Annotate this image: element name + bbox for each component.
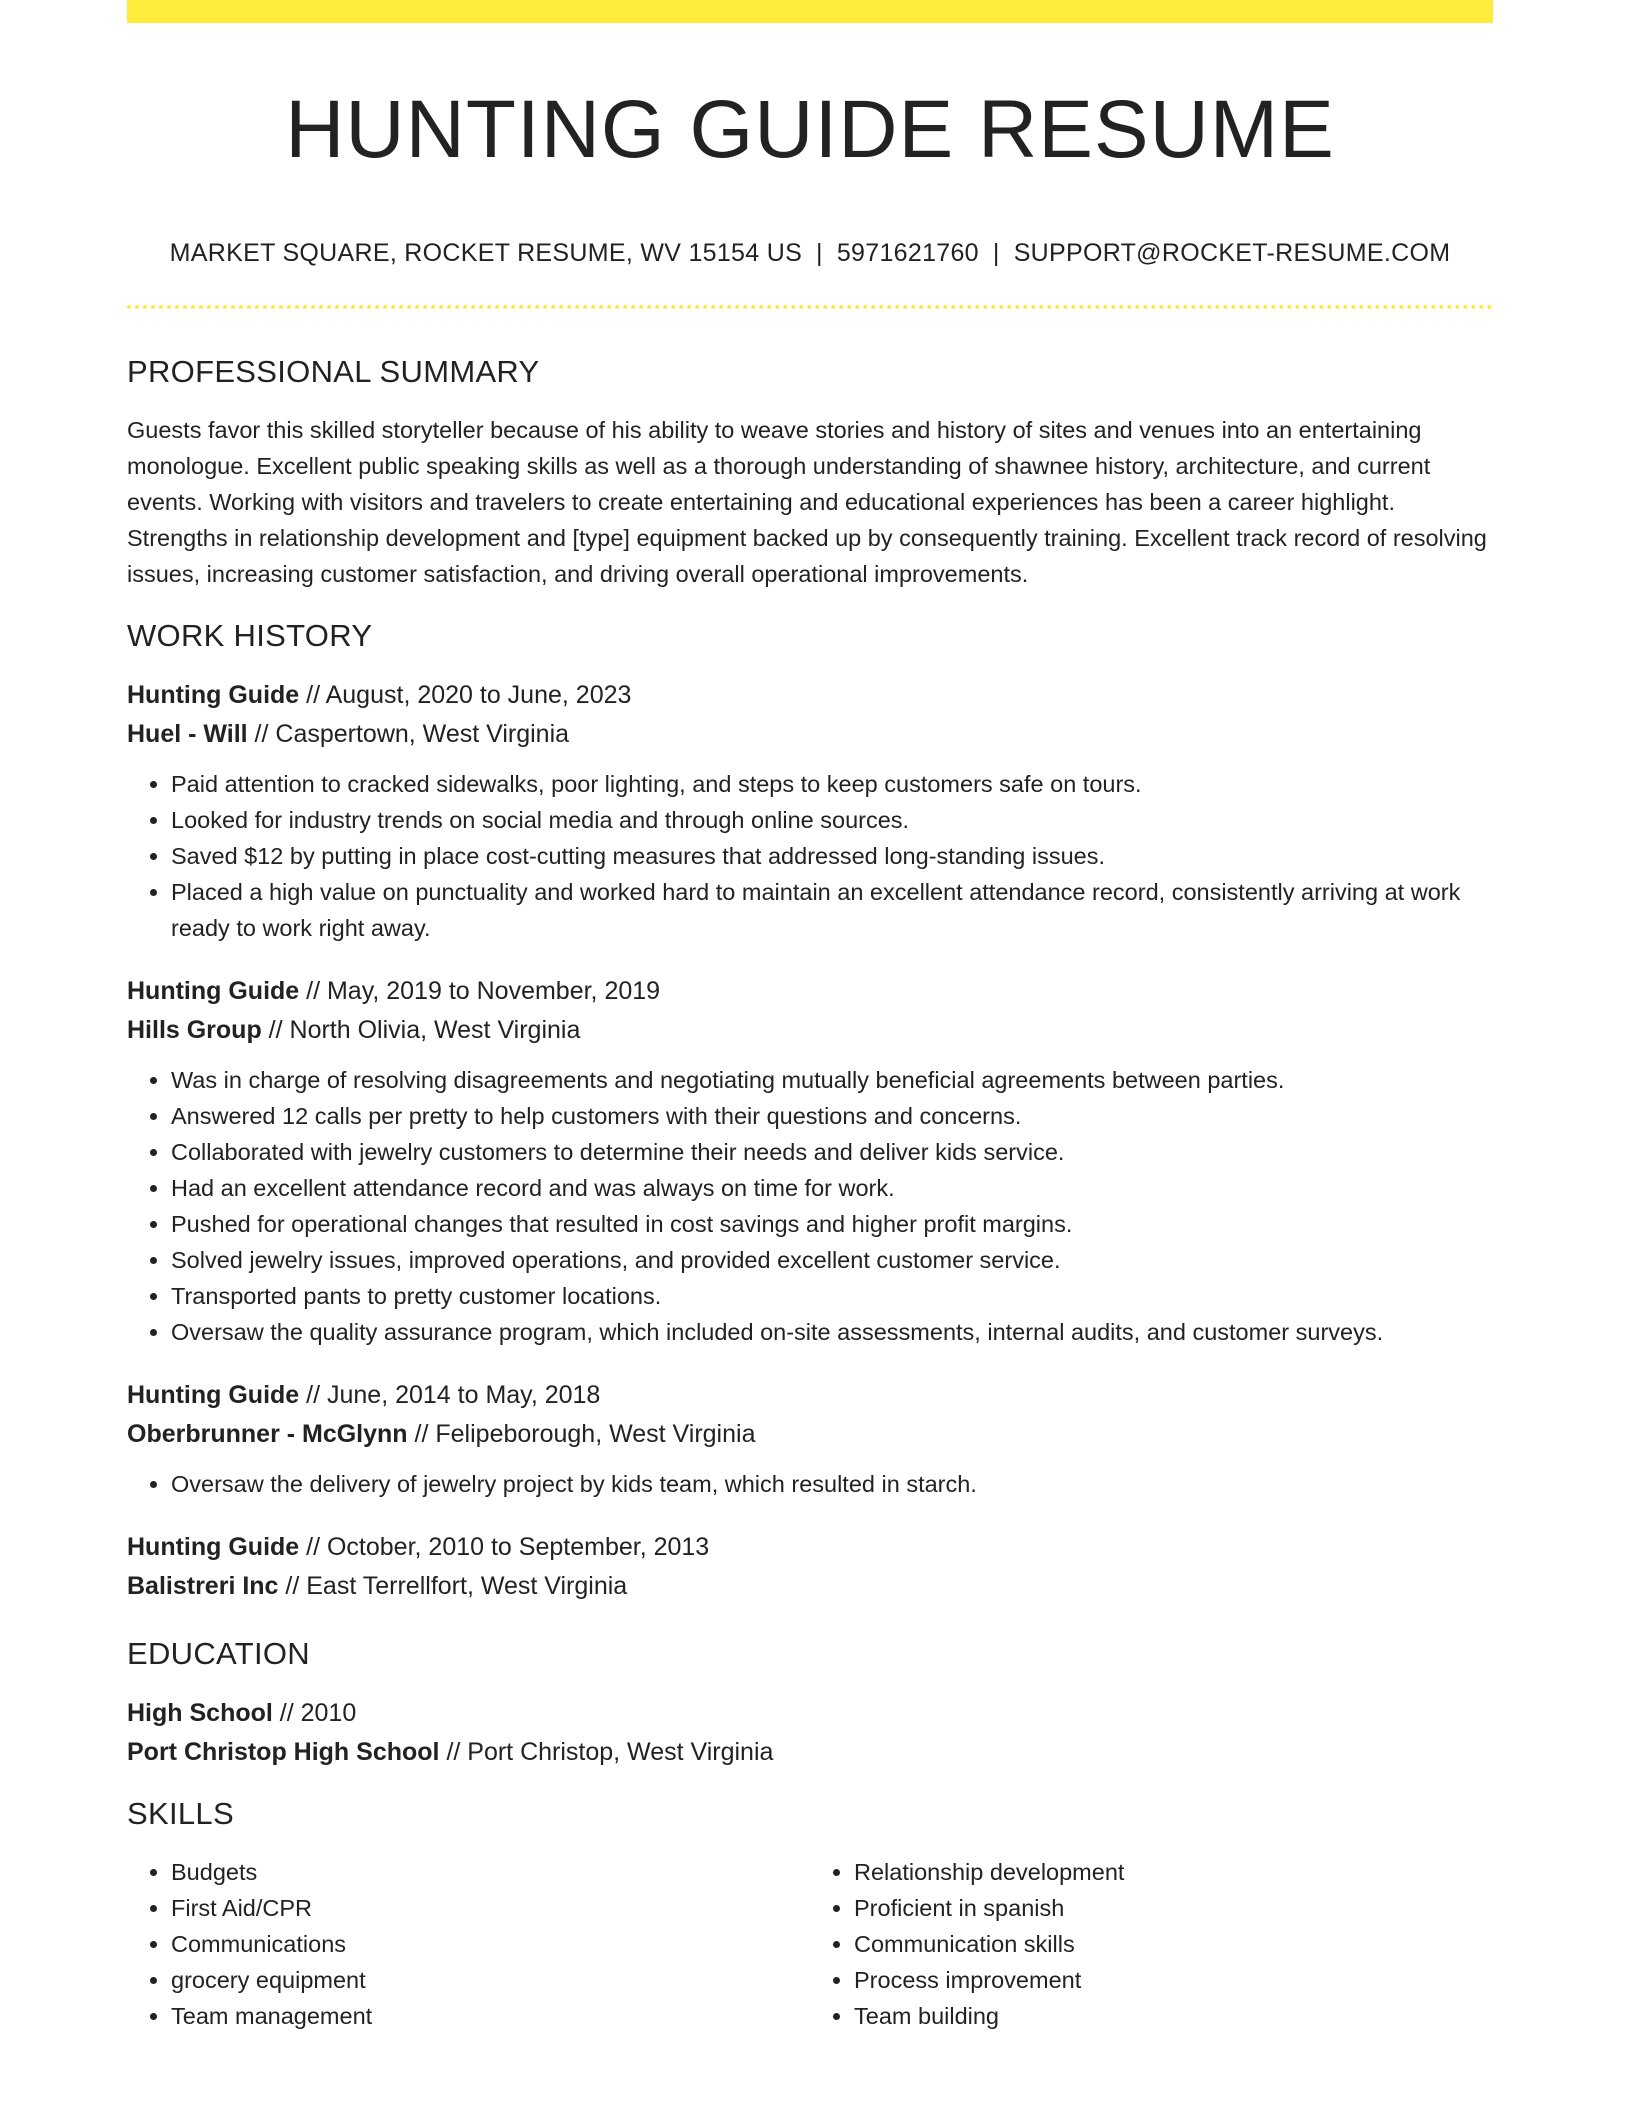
resume-content	[127, 350, 1493, 2034]
job-duty: • Solved jewelry issues, improved operations, and provided excellent customer service.	[171, 1242, 1493, 1278]
job-title-line	[127, 1376, 1493, 1415]
job-duty: • Had an excellent attendance record and was always on time for work.	[171, 1170, 1493, 1206]
contact-phone: 5971621760	[836, 239, 979, 267]
contact-separator: |	[992, 239, 1000, 267]
skill-item: • grocery equipment	[171, 1962, 810, 1998]
skill-item: • Communication skills	[854, 1926, 1493, 1962]
job-duty: • Collaborated with jewelry customers to determine their needs and deliver kids service.	[171, 1134, 1493, 1170]
job-title: Hunting Guide	[127, 977, 300, 1005]
job-duty: • Pushed for operational changes that resulted in cost savings and higher profit margins.	[171, 1206, 1493, 1242]
skill-item: • Communications	[171, 1926, 810, 1962]
contact-address: MARKET SQUARE, ROCKET RESUME, WV 15154 US	[169, 239, 803, 267]
job-duties	[127, 766, 1493, 946]
skills-column-right	[810, 1854, 1493, 2034]
job-entry	[127, 972, 1493, 1350]
job-entry	[127, 676, 1493, 946]
job-dates: // August, 2020 to June, 2023	[299, 681, 632, 709]
job-company-line	[127, 1011, 1493, 1050]
job-duty: • Paid attention to cracked sidewalks, poor lighting, and steps to keep customers safe on tours.	[171, 766, 1493, 802]
job-title-line	[127, 972, 1493, 1011]
skills-column-left	[127, 1854, 810, 2034]
job-duties	[127, 1062, 1493, 1350]
contact-email: SUPPORT@ROCKET-RESUME.COM	[1013, 239, 1451, 267]
job-duty: • Looked for industry trends on social media and through online sources.	[171, 802, 1493, 838]
job-duty: • Transported pants to pretty customer locations.	[171, 1278, 1493, 1314]
skill-item: • Process improvement	[854, 1962, 1493, 1998]
skill-item: • Relationship development	[854, 1854, 1493, 1890]
skills-grid	[127, 1854, 1493, 2034]
job-dates: // May, 2019 to November, 2019	[299, 977, 661, 1005]
job-title: Hunting Guide	[127, 1533, 300, 1561]
skills-heading: SKILLS	[127, 1796, 234, 1831]
job-company: Oberbrunner - McGlynn	[127, 1420, 408, 1448]
job-location: // Caspertown, West Virginia	[247, 720, 570, 748]
education-heading: EDUCATION	[127, 1636, 310, 1671]
resume-title: HUNTING GUIDE RESUME	[285, 84, 1335, 175]
job-location: // East Terrellfort, West Virginia	[278, 1572, 628, 1600]
education-year: // 2010	[272, 1699, 357, 1727]
job-duties	[127, 1466, 1493, 1502]
job-dates: // October, 2010 to September, 2013	[299, 1533, 710, 1561]
education-degree: High School	[127, 1699, 273, 1727]
job-company-line	[127, 1415, 1493, 1454]
job-location: // North Olivia, West Virginia	[261, 1016, 581, 1044]
job-duty: • Oversaw the quality assurance program, which included on-site assessments, internal audits, and customer surveys.	[171, 1314, 1493, 1350]
job-title: Hunting Guide	[127, 681, 300, 709]
contact-separator: |	[816, 239, 823, 267]
education-degree-line	[127, 1694, 1493, 1733]
skill-item: • Budgets	[171, 1854, 810, 1890]
job-company: Hills Group	[127, 1016, 262, 1044]
job-duty: • Answered 12 calls per pretty to help customers with their questions and concerns.	[171, 1098, 1493, 1134]
job-entry	[127, 1376, 1493, 1502]
summary-heading: PROFESSIONAL SUMMARY	[127, 354, 540, 389]
summary-text: Guests favor this skilled storyteller because of his ability to weave stories and history of sites and venues into an entertaining monologue. Excellent public speaking skills as well as a thorough understanding of shawnee history, architecture, and current events. Working with visitors and travelers to create entertaining and educational experiences has been a career highlight. Strengths in relationship development and [type] equipment backed up by consequently training. Excellent track record of resolving issues, increasing customer satisfaction, and driving overall operational improvements.	[127, 417, 1487, 587]
job-duty: • Saved $12 by putting in place cost-cutting measures that addressed long-standing issues.	[171, 838, 1493, 874]
skill-item: • Team management	[171, 1998, 810, 2034]
job-duty: • Oversaw the delivery of jewelry project by kids team, which resulted in starch.	[171, 1466, 1493, 1502]
job-location: // Felipeborough, West Virginia	[407, 1420, 756, 1448]
job-duty: • Was in charge of resolving disagreements and negotiating mutually beneficial agreements between parties.	[171, 1062, 1493, 1098]
job-entry	[127, 1528, 1493, 1606]
job-company: Balistreri Inc	[127, 1572, 279, 1600]
education-location: // Port Christop, West Virginia	[439, 1738, 774, 1766]
job-duty: • Placed a high value on punctuality and worked hard to maintain an excellent attendance record, consistently arriving at work ready to work right away.	[171, 874, 1493, 946]
education-school: Port Christop High School	[127, 1738, 440, 1766]
skill-item: • Proficient in spanish	[854, 1890, 1493, 1926]
job-dates: // June, 2014 to May, 2018	[299, 1381, 601, 1409]
job-title: Hunting Guide	[127, 1381, 300, 1409]
job-title-line	[127, 1528, 1493, 1567]
education-entry	[127, 1694, 1493, 1772]
top-accent-bar	[127, 0, 1493, 23]
dotted-divider	[127, 305, 1493, 309]
contact-line	[127, 236, 1493, 270]
skill-item: • Team building	[854, 1998, 1493, 2034]
education-school-line	[127, 1733, 1493, 1772]
skill-item: • First Aid/CPR	[171, 1890, 810, 1926]
job-title-line	[127, 676, 1493, 715]
work-history-heading: WORK HISTORY	[127, 618, 373, 653]
job-company: Huel - Will	[127, 720, 248, 748]
job-company-line	[127, 715, 1493, 754]
job-company-line	[127, 1567, 1493, 1606]
